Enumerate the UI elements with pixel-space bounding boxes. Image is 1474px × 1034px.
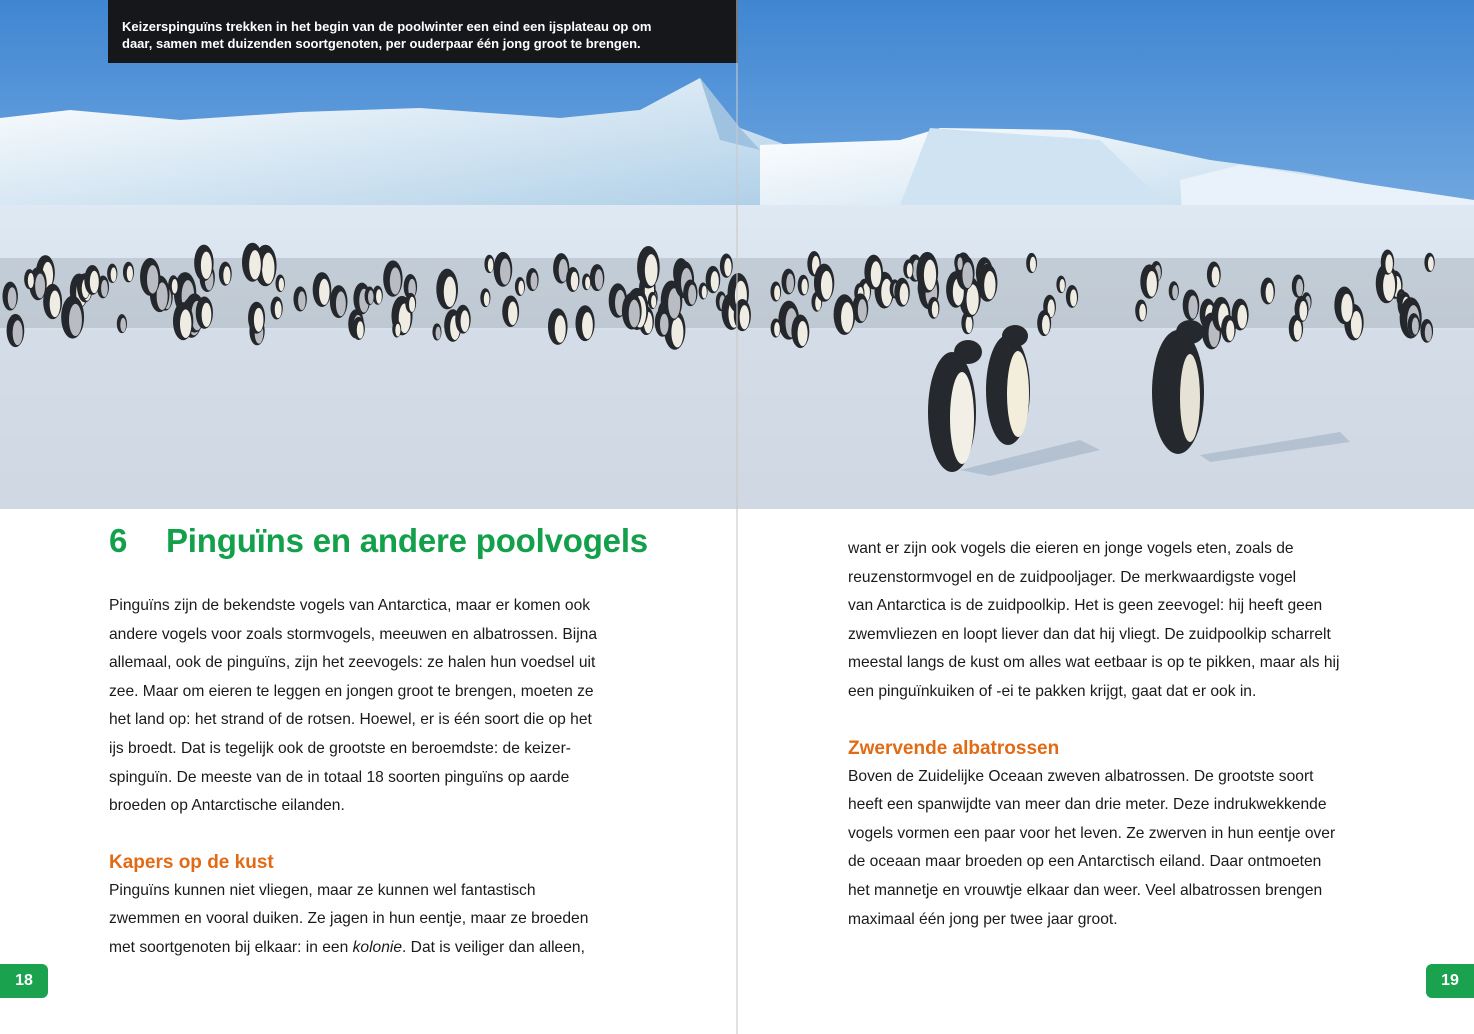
paragraph-line: van Antarctica is de zuidpoolkip. Het is geen zeevogel: hij heeft geen [848,597,1323,615]
chapter-number: 6 [109,522,128,559]
text-fragment: met soortgenoten bij elkaar: in een [109,938,353,956]
chapter-title [109,522,648,560]
paragraph-line: ijs broedt. Dat is tegelijk ook de grootste en beroemdste: de keizer- [109,739,571,757]
right-column [848,535,1368,934]
paragraph-line: het mannetje en vrouwtje elkaar dan weer. Veel albatrossen brengen [848,881,1323,899]
paragraph-line: een pinguïnkuiken of -ei te pakken krijgt, gaat dat er ook in. [848,682,1257,700]
paragraph-line: andere vogels voor zoals stormvogels, meeuwen en albatrossen. Bijna [109,625,598,643]
paragraph-line: Pinguïns zijn de bekendste vogels van Antarctica, maar er komen ook [109,597,591,614]
chapter-title-text: Pinguïns en andere poolvogels [166,522,648,559]
page-number-left: 18 [0,964,48,998]
photo-caption [108,0,738,63]
caption-line-2: daar, samen met duizenden soortgenoten, per ouderpaar één jong groot te brengen. [122,36,641,51]
paragraph-line: Boven de Zuidelijke Oceaan zweven albatrossen. De grootste soort [848,767,1314,785]
paragraph-line-last [109,934,621,963]
paragraph-line: meestal langs de kust om alles wat eetbaar is op te pikken, maar als hij [848,654,1340,672]
paragraph-line: vogels vormen een paar voor het leven. Ze zwerven in hun eentje over [848,824,1336,842]
page-number-right: 19 [1426,964,1474,998]
paragraph-line: spinguïn. De meeste van de in totaal 18 soorten pinguïns op aarde [109,768,570,786]
paragraph-line: want er zijn ook vogels die eieren en jonge vogels eten, zoals de [848,540,1294,557]
paragraph-line: heeft een spanwijdte van meer dan drie meter. Deze indrukwekkende [848,796,1327,814]
paragraph-line: Pinguïns kunnen niet vliegen, maar ze kunnen wel fantastisch [109,881,536,899]
subhead-kapers: Kapers op de kust [109,851,274,873]
paragraph-line: allemaal, ook de pinguïns, zijn het zeevogels: ze halen hun voedsel uit [109,654,596,672]
paragraph-line: zee. Maar om eieren te leggen en jongen groot te brengen, moeten ze [109,682,594,700]
caption-line-1: Keizerspinguïns trekken in het begin van de poolwinter een eind een ijsplateau op om [122,19,652,34]
paragraph-line: de oceaan maar broeden op een Antarctisch eiland. Daar ontmoeten [848,853,1322,871]
paragraph-line: het land op: het strand of de rotsen. Hoewel, er is één soort die op het [109,711,592,729]
subhead-albatrossen: Zwervende albatrossen [848,737,1060,759]
paragraph-line: maximaal één jong per twee jaar groot. [848,910,1118,928]
term-kolonie: kolonie [352,938,403,956]
paragraph-line: zwemvliezen en loopt liever dan dat hij vliegt. De zuidpoolkip scharrelt [848,625,1331,643]
left-column [109,592,621,963]
paragraph-line: broeden op Antarctische eilanden. [109,797,345,815]
paragraph-line: zwemmen en vooral duiken. Ze jagen in hun eentje, maar ze broeden [109,910,589,928]
text-fragment: . Dat is veiliger dan alleen, [402,938,585,956]
page-gutter [736,0,738,1034]
paragraph-line: reuzenstormvogel en de zuidpooljager. De merkwaardigste vogel [848,568,1297,586]
